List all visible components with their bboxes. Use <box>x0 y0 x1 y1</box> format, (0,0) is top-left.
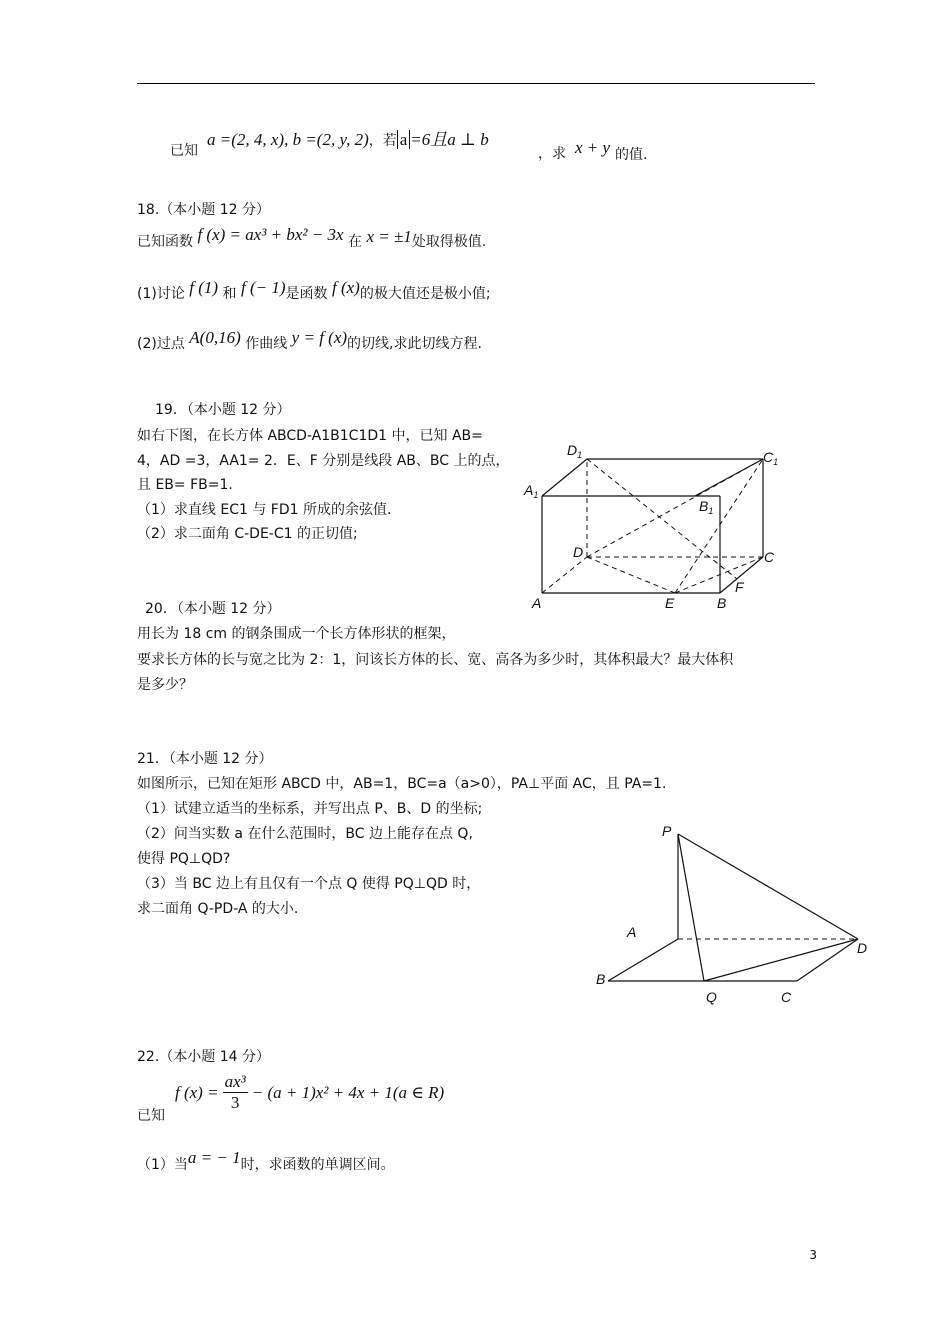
q17-suffix: 的值. <box>615 147 648 163</box>
q21-line: 使得 PQ⊥QD? <box>137 851 231 867</box>
label-D: D <box>573 544 584 560</box>
label-B: B <box>717 595 727 611</box>
q18-part2: (2)过点 A(0,16) 作曲线 y = f (x)的切线,求此切线方程. <box>137 328 482 352</box>
edge-P-Q <box>678 834 704 981</box>
q20-line: 要求长方体的长与宽之比为 2：1，问该长方体的长、宽、高各为多少时，其体积最大？最大体积 <box>137 652 734 668</box>
q22-heading: 22.（本小题 14 分） <box>137 1049 270 1065</box>
label-C: C <box>781 989 792 1005</box>
q21-heading: 21．（本小题 12 分） <box>137 751 273 767</box>
edge-B-A <box>608 939 678 981</box>
q17-vectors: a =(2, 4, x), b =(2, y, 2)，若 a =6且a ⊥ b <box>207 130 489 149</box>
edge-C-D <box>797 939 858 981</box>
q21-line: 如图所示，已知在矩形 ABCD 中，AB=1，BC=a（a>0），PA⊥平面 AC，且 PA=1. <box>137 776 667 792</box>
q19-line: （1）求直线 EC1 与 FD1 所成的余弦值. <box>137 502 392 518</box>
q21-line: 求二面角 Q-PD-A 的大小. <box>137 901 299 917</box>
segment-D-C1 <box>587 459 763 557</box>
q18-part1: (1)讨论 f (1) 和 f (− 1)是函数 f (x)的极大值还是极小值; <box>137 278 491 302</box>
label-B1: $B_1$ <box>699 498 714 516</box>
segment-D-E <box>587 557 675 593</box>
q21-line: （2）问当实数 a 在什么范围时，BC 边上能存在点 Q, <box>137 826 473 842</box>
label-D: D <box>857 940 868 956</box>
q22-prefix: 已知 <box>137 1108 165 1124</box>
label-C1: $C_1$ <box>763 449 779 467</box>
page-number: 3 <box>809 1248 817 1262</box>
q18-statement: 已知函数 f (x) = ax³ + bx² − 3x 在 x = ±1处取得极值. <box>137 225 487 250</box>
edge-Q-D <box>704 939 858 981</box>
q19-line: 且 EB= FB=1. <box>137 477 233 493</box>
label-D1: $D_1$ <box>567 442 583 460</box>
edge-A-D <box>542 557 587 593</box>
fraction: $\frac{\text{ax³}}{3}$ <box>224 1072 246 1112</box>
segment-E-C1 <box>675 459 763 593</box>
q17-condition-line: 已知 <box>170 143 198 159</box>
label-F: F <box>735 579 744 595</box>
label-B: B <box>596 971 606 987</box>
segment-D1-F <box>587 459 737 579</box>
q20-line: 是多少？ <box>137 677 193 693</box>
pyramid-figure <box>590 820 880 1010</box>
label-Q: Q <box>706 989 717 1005</box>
q19-line: （2）求二面角 C-DE-C1 的正切值; <box>137 526 358 542</box>
label-P: P <box>662 823 672 839</box>
q17-xy: x + y <box>575 138 611 157</box>
q21-line: （1）试建立适当的坐标系，并写出点 P、B、D 的坐标; <box>137 801 483 817</box>
q20-line: 用长为 18 cm 的钢条围成一个长方体形状的框架， <box>137 626 456 642</box>
label-A: A <box>627 924 637 940</box>
label-A: A <box>532 595 542 611</box>
label-C: C <box>764 549 775 565</box>
segment-E-C <box>675 557 763 593</box>
q20-heading: 20．（本小题 12 分） <box>145 601 281 617</box>
edge-A1-D1 <box>542 459 587 496</box>
q18-heading: 18.（本小题 12 分） <box>137 202 270 218</box>
q19-line: 4，AD =3，AA1= 2．E、F 分别是线段 AB、BC 上的点， <box>137 453 510 469</box>
header-rule <box>137 83 815 84</box>
q17-ask: ，求 <box>538 146 566 162</box>
q22-function: f (x) = $\frac{\text{ax³}}{3}$ − (a + 1)x² + 4x + 1(a ∈ R) <box>175 1072 445 1112</box>
label-E: E <box>665 595 675 611</box>
q22-part1: （1）当a = − 1时，求函数的单调区间。 <box>137 1148 395 1173</box>
q21-line: （3）当 BC 边上有且仅有一个点 Q 使得 PQ⊥QD 时， <box>137 876 481 892</box>
q19-line: 如右下图，在长方体 ABCD-A1B1C1D1 中，已知 AB= <box>137 428 483 444</box>
label-A1: $A_1$ <box>524 482 539 500</box>
q19-heading: 19．（本小题 12 分） <box>155 402 291 418</box>
edge-P-D <box>678 834 858 939</box>
cuboid-figure <box>515 438 790 613</box>
